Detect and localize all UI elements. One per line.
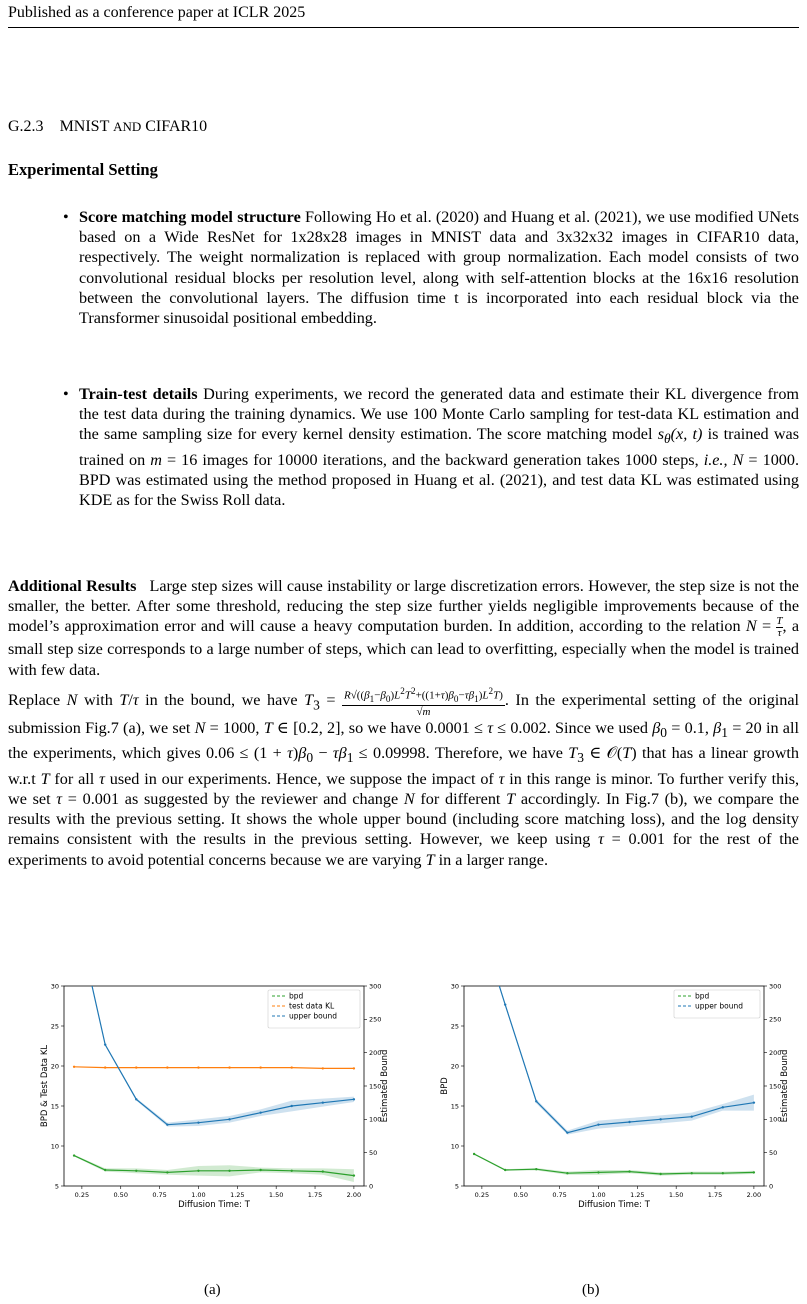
data-point-bpd [628, 1170, 630, 1172]
figure-a-chart [0, 980, 400, 1280]
section-title-part2: CIFAR10 [145, 118, 208, 135]
y-right-tick-label: 0 [769, 1182, 774, 1191]
legend-label: upper bound [289, 1011, 337, 1021]
data-point-bpd [473, 1153, 475, 1155]
bullet-model-structure [63, 207, 799, 328]
x-tick-label: 0.50 [513, 1191, 528, 1199]
data-point-bpd [504, 1169, 506, 1171]
data-point-upper-bound [659, 1118, 661, 1120]
y-right-axis-label: Estimated Bound [380, 1049, 390, 1123]
y-axis-label: BPD & Test Data KL [40, 1044, 50, 1128]
data-point-bpd [597, 1171, 599, 1173]
y-tick-label: 5 [454, 1182, 459, 1191]
x-tick-label: 1.75 [307, 1191, 323, 1199]
x-tick-label: 1.25 [630, 1191, 645, 1199]
x-tick-label: 0.25 [474, 1191, 490, 1199]
data-point-bpd [691, 1172, 693, 1174]
bullet-dot: • [63, 385, 69, 403]
data-point-upper-bound [535, 1100, 537, 1102]
data-point-upper-bound [504, 1003, 506, 1005]
data-point-upper-bound [291, 1105, 293, 1107]
data-point-bpd [722, 1172, 724, 1174]
y-tick-label: 30 [50, 982, 59, 991]
data-point-bpd [322, 1170, 324, 1172]
y-right-tick-label: 50 [769, 1148, 778, 1157]
page-header: Published as a conference paper at ICLR 2025 [8, 4, 306, 21]
data-point-bpd [104, 1169, 106, 1171]
y-right-tick-label: 200 [769, 1048, 782, 1057]
header-rule [8, 27, 799, 28]
y-right-tick-label: 250 [369, 1015, 382, 1024]
data-point-test-data-KL [104, 1066, 106, 1068]
additional-results-paragraph: Additional Results Large step sizes will cause instability or large discretization errors. However, the step size is not the smaller, the better. After some threshold, reducing the step size further yields negligible improvements because of the model’s approximation error and will cause a heavy computation burden. In addition, according to the relation N = $\frac{T}{\tau}$ , a small step size corresponds to a large number of steps, which can lead to overfitting, especially when the model is trained with few data. [8, 577, 800, 679]
data-point-bpd [753, 1171, 755, 1173]
x-tick-label: 1.00 [591, 1191, 606, 1199]
section-heading [8, 118, 207, 136]
legend-label: bpd [695, 991, 710, 1001]
data-point-test-data-KL [197, 1066, 199, 1068]
data-point-upper-bound [691, 1115, 693, 1117]
y-tick-label: 10 [450, 1142, 459, 1151]
x-tick-label: 1.50 [668, 1191, 684, 1199]
data-point-upper-bound [259, 1111, 261, 1113]
data-point-bpd [73, 1154, 75, 1156]
data-point-test-data-KL [166, 1066, 168, 1068]
data-point-test-data-KL [322, 1067, 324, 1069]
section-title-and: AND [113, 119, 142, 134]
data-point-bpd [353, 1174, 355, 1176]
y-tick-label: 20 [450, 1062, 459, 1071]
data-point-bpd [566, 1172, 568, 1174]
legend-label: upper bound [695, 1001, 743, 1011]
y-tick-label: 20 [50, 1062, 59, 1071]
data-point-bpd [659, 1173, 661, 1175]
data-point-upper-bound [104, 1043, 106, 1045]
series-band-bpd [74, 1155, 354, 1182]
y-right-tick-label: 100 [769, 1115, 782, 1124]
data-point-upper-bound [135, 1098, 137, 1100]
x-axis-label: Diffusion Time: T [578, 1200, 650, 1210]
y-tick-label: 25 [450, 1022, 459, 1031]
bullet-title: Score matching model structure [79, 208, 301, 226]
figure-b-chart [400, 980, 800, 1280]
data-point-upper-bound [228, 1118, 230, 1120]
data-point-upper-bound [628, 1121, 630, 1123]
data-point-bpd [166, 1171, 168, 1173]
bullet-text: Following Ho et al. (2020) and Huang et al. (2021), we use modified UNets based on a Wide ResNet for 1x28x28 images in MNIST data and 3x32x32 images in CIFAR10 data, respectively. The weight normalization is replaced with group normalization. Each model consists of two convolutional residual blocks per resolution level, along with self-attention blocks at the 16x16 resolution between the convolutional layers. The diffusion time t is incorporated into each residual block via the Transformer sinusoidal positional embedding. [79, 208, 799, 328]
data-point-bpd [259, 1169, 261, 1171]
data-point-upper-bound [197, 1121, 199, 1123]
legend-label: bpd [289, 991, 304, 1001]
data-point-upper-bound [566, 1131, 568, 1133]
x-tick-label: 1.75 [707, 1191, 723, 1199]
y-tick-label: 15 [50, 1102, 59, 1111]
y-right-axis-label: Estimated Bound [780, 1049, 790, 1123]
data-point-upper-bound [322, 1101, 324, 1103]
data-point-bpd [291, 1170, 293, 1172]
y-right-tick-label: 200 [369, 1048, 382, 1057]
bullet-title: Train-test details [79, 385, 198, 403]
caption-b: (b) [582, 1282, 600, 1298]
data-point-upper-bound [722, 1106, 724, 1108]
y-tick-label: 5 [54, 1182, 59, 1191]
bullet-text: During experiments, we record the generated data and estimate their KL divergence from the test data during the training dynamics. We use 100 Monte Carlo sampling for test-data KL estimation and the same sampling size for every kernel density estimation. The score matching model [79, 385, 800, 444]
data-point-test-data-KL [291, 1066, 293, 1068]
data-point-test-data-KL [353, 1067, 355, 1069]
data-point-bpd [228, 1170, 230, 1172]
x-tick-label: 0.75 [152, 1191, 167, 1199]
x-tick-label: 0.50 [113, 1191, 128, 1199]
experimental-setting-title: Experimental Setting [8, 160, 158, 179]
data-point-test-data-KL [135, 1066, 137, 1068]
y-right-tick-label: 300 [769, 982, 782, 991]
data-point-upper-bound [597, 1123, 599, 1125]
data-point-test-data-KL [228, 1066, 230, 1068]
y-right-tick-label: 150 [769, 1082, 782, 1091]
y-tick-label: 10 [50, 1142, 59, 1151]
x-tick-label: 0.75 [552, 1191, 567, 1199]
data-point-bpd [197, 1170, 199, 1172]
y-right-tick-label: 50 [369, 1148, 378, 1157]
x-tick-label: 1.00 [191, 1191, 206, 1199]
legend-label: test data KL [289, 1001, 335, 1011]
x-axis-label: Diffusion Time: T [178, 1200, 250, 1210]
x-tick-label: 2.00 [746, 1191, 762, 1199]
y-tick-label: 30 [450, 982, 459, 991]
data-point-upper-bound [753, 1101, 755, 1103]
y-tick-label: 25 [50, 1022, 59, 1031]
x-tick-label: 1.50 [268, 1191, 284, 1199]
bullet-train-test: • Train-test details During experiments, we record the generated data and estimate their KL divergence from the test data during the training dynamics. We use 100 Monte Carlo sampling for test-data KL estimation and the same sampling size for every kernel density estimation. The score matching model $s_\theta(x$, t) is trained was trained on m = 16 images for 10000 iterations, and the backward generation takes 1000 steps, i.e., N = 1000. BPD was estimated using the method proposed in Huang et al. (2021), and test data KL was estimated using KDE as for the Swiss Roll data. [63, 385, 800, 510]
data-point-test-data-KL [73, 1066, 75, 1068]
y-right-tick-label: 150 [369, 1082, 382, 1091]
section-number: G.2.3 [8, 118, 44, 135]
y-tick-label: 15 [450, 1102, 459, 1111]
bullet-dot: • [63, 208, 69, 226]
data-point-bpd [135, 1170, 137, 1172]
data-point-test-data-KL [259, 1066, 261, 1068]
y-right-tick-label: 250 [769, 1015, 782, 1024]
data-point-upper-bound [166, 1123, 168, 1125]
additional-results-title: Additional Results [8, 577, 137, 595]
y-axis-label: BPD [440, 1077, 450, 1095]
data-point-bpd [535, 1168, 537, 1170]
replace-paragraph: Replace N with T/τ in the bound, we have $T_3$ = $\frac{R√((\beta_1-\beta_0)L^2T^2+((1+\tau)\beta_0-\tau\beta_1)L^2T)}{√m}$ . In the experimental setting of the original submission Fig.7 (a), we set N = 1000, T ∈ [0.2, 2], so we have 0.0001 ≤ τ ≤ 0.002. Since we used $\beta_0 = 0.1$, $\beta_1 = 20$ in all the experiments, which gives $0.06 \le (1 + \tau)\beta_0 - \tau\beta_1 \le 0.09998$. Therefore, we have $T_3$ ∈ 𝒪(T) that has a linear growth w.r.t T for all τ used in our experiments. Hence, we suppose the impact of τ in this range is minor. To further verify this, we set τ = 0.001 as suggested by the reviewer and change N for different T accordingly. In Fig.7 (b), we compare the results with the previous setting. It shows the whole upper bound (including score matching loss), and the log density remains consistent with the results in the previous setting. However, we keep using τ = 0.001 for the rest of the experiments to avoid potential concerns because we are varying T in a larger range. [8, 686, 800, 869]
x-tick-label: 1.25 [230, 1191, 245, 1199]
x-tick-label: 2.00 [346, 1191, 362, 1199]
data-point-upper-bound [353, 1098, 355, 1100]
y-right-tick-label: 100 [369, 1115, 382, 1124]
y-right-tick-label: 0 [369, 1182, 374, 1191]
series-line-test-data-KL [74, 1067, 354, 1069]
x-tick-label: 0.25 [74, 1191, 90, 1199]
y-right-tick-label: 300 [369, 982, 382, 991]
caption-a: (a) [204, 1282, 221, 1298]
section-title-part1: MNIST [59, 118, 110, 135]
